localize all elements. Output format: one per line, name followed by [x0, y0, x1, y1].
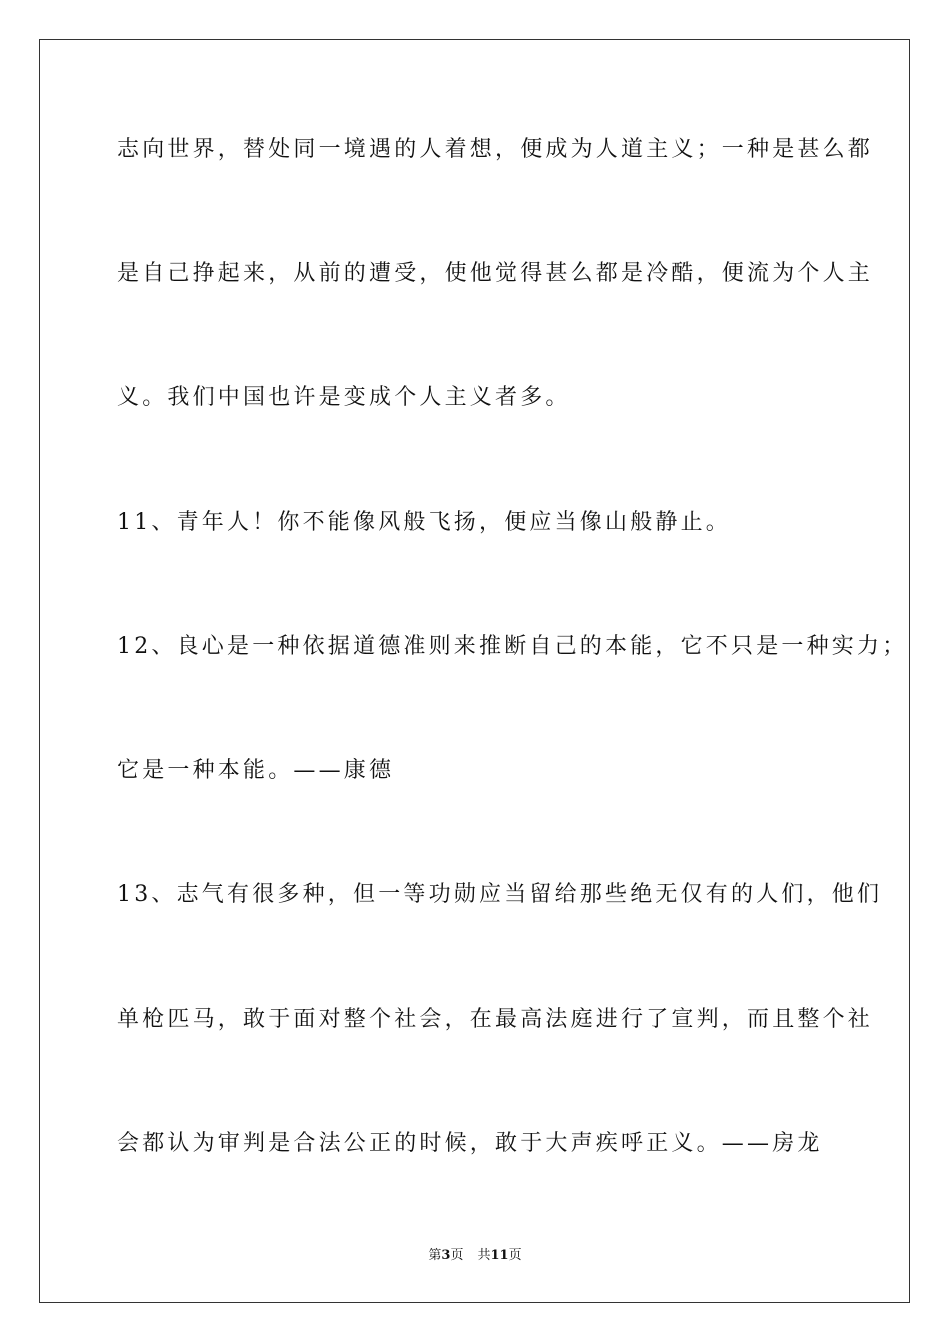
body-text-line: 它是一种本能。——康德: [117, 758, 395, 783]
body-text-line: 义。我们中国也许是变成个人主义者多。: [117, 385, 571, 410]
body-text-line: 是自己挣起来，从前的遭受，使他觉得甚么都是冷酷，便流为个人主: [117, 261, 874, 286]
body-text-line: 单枪匹马，敢于面对整个社会，在最高法庭进行了宣判，而且整个社: [117, 1007, 874, 1032]
body-text-line: 会都认为审判是合法公正的时候，敢于大声疾呼正义。——房龙: [117, 1131, 823, 1156]
total-pages-indicator: [477, 1248, 521, 1263]
body-text-line: 12、良心是一种依据道德准则来推断自己的本能，它不只是一种实力；: [117, 634, 908, 659]
body-text-line: 志向世界，替处同一境遇的人着想，便成为人道主义；一种是甚么都: [117, 137, 874, 162]
page-number: 3: [441, 1248, 451, 1263]
page-prefix: 第: [428, 1248, 442, 1263]
page-footer: [0, 1247, 950, 1265]
total-pages: 11: [490, 1248, 509, 1263]
page-suffix: 页: [450, 1248, 464, 1263]
total-suffix: 页: [508, 1248, 522, 1263]
body-text-line: 13、志气有很多种，但一等功勋应当留给那些绝无仅有的人们，他们: [117, 882, 883, 907]
page-border: [39, 39, 910, 1303]
body-text-line: 11、青年人！你不能像风般飞扬，便应当像山般静止。: [117, 510, 731, 535]
page-indicator: [428, 1248, 463, 1263]
total-prefix: 共: [477, 1248, 491, 1263]
